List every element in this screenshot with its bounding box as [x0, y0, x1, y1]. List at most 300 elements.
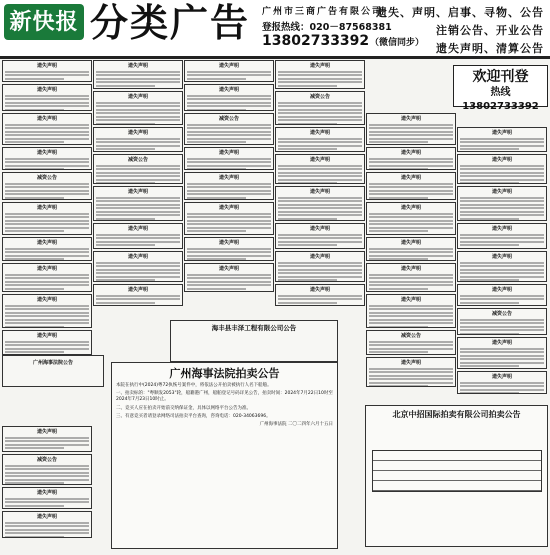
text-line	[5, 465, 89, 467]
notice-heading: 遗失声明	[400, 360, 421, 366]
text-line	[278, 71, 362, 73]
notice-text-lines	[278, 165, 362, 185]
text-line	[460, 234, 544, 236]
text-line	[187, 216, 271, 218]
text-line	[460, 207, 544, 209]
classified-notice	[93, 186, 183, 221]
text-line	[369, 378, 453, 380]
text-line	[187, 141, 246, 143]
court-notice-small	[2, 355, 104, 387]
page-footer	[0, 546, 550, 555]
text-line	[187, 277, 271, 279]
text-line	[460, 279, 519, 281]
classified-notice	[2, 113, 92, 145]
notice-heading: 遗失声明	[309, 254, 330, 260]
classified-notice	[2, 237, 92, 261]
text-line	[5, 440, 89, 442]
text-line	[369, 344, 453, 346]
classified-notice	[457, 251, 547, 282]
notice-heading: 遗失声明	[491, 189, 512, 195]
text-line	[369, 348, 453, 350]
text-line	[460, 326, 544, 328]
notice-heading: 遗失声明	[218, 63, 239, 69]
text-line	[460, 351, 544, 353]
text-line	[5, 183, 89, 185]
text-line	[5, 288, 64, 290]
notice-heading: 遗失声明	[218, 87, 239, 93]
table-row	[373, 471, 541, 481]
text-line	[369, 277, 453, 279]
notice-heading: 遗失声明	[491, 340, 512, 346]
text-line	[5, 536, 64, 538]
text-line	[96, 145, 180, 147]
notice-heading: 遗失声明	[36, 116, 57, 122]
text-line	[278, 109, 362, 111]
notice-heading: 遗失声明	[127, 254, 148, 260]
classified-notice	[2, 84, 92, 111]
text-line	[369, 322, 453, 324]
text-line	[369, 319, 453, 321]
classified-notice	[457, 308, 547, 335]
table-row	[373, 481, 541, 491]
text-line	[278, 237, 362, 239]
notice-text-lines	[369, 368, 453, 388]
text-line	[278, 214, 362, 216]
text-line	[96, 74, 180, 76]
text-line	[278, 175, 362, 177]
text-line	[187, 213, 271, 215]
text-line	[96, 298, 180, 300]
notice-heading: 遗失声明	[218, 150, 239, 156]
notice-heading: 遗失声明	[400, 175, 421, 181]
classified-notice	[275, 154, 365, 184]
court-paragraph: 一、拍卖标的："粤顺发2053"轮，船籍港广州，船舶登记号码详见公告，拍卖时间：2024年7月22日10时至2024年7月23日10时止。	[116, 391, 333, 403]
notice-text-lines	[5, 213, 89, 233]
text-line	[460, 237, 544, 239]
text-line	[5, 216, 89, 218]
text-line	[96, 241, 180, 243]
text-line	[187, 98, 271, 100]
text-line	[369, 216, 453, 218]
header-divider	[0, 56, 550, 58]
company-notice-title: 海丰县丰泽工程有限公司公告	[211, 324, 297, 332]
notice-heading: 遗失声明	[400, 205, 421, 211]
notice-text-lines	[96, 71, 180, 87]
text-line	[5, 312, 89, 314]
text-line	[96, 207, 180, 209]
text-line	[5, 193, 89, 195]
text-line	[278, 74, 362, 76]
text-line	[96, 272, 180, 274]
text-line	[187, 281, 271, 283]
text-line	[369, 341, 453, 343]
text-line	[96, 148, 155, 150]
text-line	[187, 251, 271, 253]
text-line	[369, 351, 428, 353]
classified-notice	[184, 263, 274, 292]
text-line	[187, 74, 271, 76]
text-line	[96, 168, 180, 170]
classified-notice	[2, 511, 92, 538]
auction-company-title: 北京中招国际拍卖有限公司拍卖公告	[392, 410, 521, 419]
text-line	[278, 279, 337, 281]
classified-notice	[2, 147, 92, 170]
text-line	[96, 200, 180, 202]
phone-note: （微信同步）	[370, 38, 425, 48]
notice-text-lines	[460, 234, 544, 247]
classified-notice	[184, 84, 274, 111]
classified-notice	[2, 454, 92, 485]
text-line	[278, 105, 362, 107]
notice-heading: 遗失声明	[36, 63, 57, 69]
notice-text-lines	[369, 213, 453, 233]
auction-table	[372, 450, 542, 492]
text-line	[369, 284, 453, 286]
court-paragraph: 二、竞买人应在拍卖开始前交纳保证金，具体以网络平台公告为准。	[116, 405, 251, 411]
notice-heading: 减资公告	[491, 311, 512, 317]
text-line	[5, 281, 89, 283]
text-line	[369, 165, 453, 167]
notice-heading: 遗失声明	[491, 287, 512, 293]
classified-notice	[2, 263, 92, 292]
text-line	[5, 468, 89, 470]
text-line	[278, 116, 362, 118]
notice-text-lines	[5, 305, 89, 328]
text-line	[96, 197, 180, 199]
classified-notice	[366, 237, 456, 261]
notice-text-lines	[5, 248, 89, 261]
text-line	[369, 197, 428, 199]
text-line	[460, 172, 544, 174]
text-line	[5, 351, 64, 353]
notice-heading: 减资公告	[36, 457, 57, 463]
text-line	[5, 168, 64, 170]
text-line	[369, 312, 453, 314]
text-line	[5, 308, 89, 310]
text-line	[5, 522, 89, 524]
welcome-hotline: 热线13802733392	[462, 87, 539, 112]
text-line	[187, 165, 271, 167]
text-line	[96, 214, 180, 216]
classified-notice	[366, 263, 456, 292]
text-line	[278, 241, 362, 243]
text-line	[369, 186, 453, 188]
text-line	[5, 127, 89, 129]
notice-text-lines	[278, 197, 362, 220]
text-line	[460, 138, 544, 140]
notice-heading: 遗失声明	[127, 287, 148, 293]
phone-label: 登报热线：020－87568381	[262, 22, 392, 33]
company-name: 广州市三商广告有限公司	[262, 7, 384, 17]
text-line	[460, 211, 544, 213]
notice-text-lines	[187, 248, 271, 261]
text-line	[5, 223, 89, 225]
text-line	[5, 482, 64, 484]
notice-heading: 遗失声明	[400, 150, 421, 156]
notice-heading: 遗失声明	[400, 266, 421, 272]
notice-text-lines	[96, 262, 180, 282]
classified-notice	[366, 172, 456, 200]
text-line	[187, 190, 271, 192]
text-line	[369, 193, 453, 195]
text-line	[369, 371, 453, 373]
text-line	[278, 145, 362, 147]
text-line	[5, 158, 89, 160]
notice-heading: 遗失声明	[36, 205, 57, 211]
text-line	[187, 102, 271, 104]
notice-heading: 遗失声明	[491, 130, 512, 136]
text-line	[5, 230, 64, 232]
text-line	[460, 355, 544, 357]
text-line	[369, 385, 428, 387]
text-line	[96, 141, 180, 143]
text-line	[278, 179, 362, 181]
text-line	[5, 341, 89, 343]
text-line	[187, 127, 271, 129]
text-line	[460, 365, 519, 367]
text-line	[460, 200, 544, 202]
text-line	[369, 288, 428, 290]
text-line	[369, 274, 453, 276]
text-line	[5, 472, 89, 474]
court-auction-body	[116, 383, 333, 428]
text-line	[278, 200, 362, 202]
classified-notice	[457, 154, 547, 184]
notice-text-lines	[460, 295, 544, 304]
text-line	[5, 498, 89, 500]
text-line	[5, 322, 89, 324]
text-line	[187, 248, 271, 250]
text-line	[460, 329, 544, 331]
classified-notice	[366, 330, 456, 355]
classified-notice	[275, 223, 365, 249]
text-line	[96, 234, 180, 236]
text-line	[187, 288, 246, 290]
category-line-1: 遗失、声明、启事、寻物、公告	[376, 6, 544, 19]
notice-heading: 遗失声明	[36, 87, 57, 93]
text-line	[369, 281, 453, 283]
notice-text-lines	[96, 234, 180, 247]
text-line	[5, 227, 89, 229]
text-line	[369, 168, 428, 170]
text-line	[369, 124, 453, 126]
classified-notice	[2, 426, 92, 452]
text-line	[187, 131, 271, 133]
text-line	[460, 362, 544, 364]
text-line	[5, 444, 89, 446]
text-line	[187, 255, 271, 257]
notice-text-lines	[278, 138, 362, 151]
text-line	[96, 102, 180, 104]
notice-heading: 遗失声明	[36, 266, 57, 272]
text-line	[369, 220, 453, 222]
text-line	[369, 131, 453, 133]
text-line	[460, 241, 544, 243]
text-line	[369, 158, 453, 160]
text-line	[5, 326, 64, 328]
notice-text-lines	[5, 95, 89, 111]
text-line	[96, 109, 180, 111]
text-line	[460, 333, 519, 335]
text-line	[96, 204, 180, 206]
text-line	[5, 186, 89, 188]
notice-text-lines	[5, 274, 89, 290]
text-line	[278, 211, 362, 213]
notice-heading: 遗失声明	[36, 333, 57, 339]
notice-text-lines	[369, 124, 453, 144]
classified-notice	[93, 251, 183, 282]
classified-notice	[457, 337, 547, 369]
text-line	[187, 168, 246, 170]
classified-notice	[275, 284, 365, 306]
text-line	[5, 437, 89, 439]
text-line	[96, 81, 180, 83]
auction-company-notice	[365, 405, 548, 547]
text-line	[278, 262, 362, 264]
notice-text-lines	[187, 71, 271, 80]
text-line	[460, 272, 544, 274]
text-line	[96, 218, 155, 220]
text-line	[5, 74, 89, 76]
notice-heading: 遗失声明	[127, 189, 148, 195]
text-line	[5, 78, 64, 80]
text-line	[369, 190, 453, 192]
text-line	[187, 220, 271, 222]
classified-notice	[93, 154, 183, 184]
text-line	[187, 124, 271, 126]
notice-text-lines	[369, 341, 453, 354]
text-line	[5, 251, 89, 253]
text-line	[278, 234, 362, 236]
text-line	[278, 85, 337, 87]
section-title: 分类广告	[90, 0, 251, 45]
text-line	[369, 134, 453, 136]
text-line	[96, 71, 180, 73]
classified-notice	[93, 60, 183, 89]
text-line	[278, 276, 362, 278]
text-line	[278, 295, 362, 297]
text-line	[5, 124, 89, 126]
notice-heading: 遗失声明	[36, 429, 57, 435]
text-line	[460, 392, 519, 394]
text-line	[369, 255, 453, 257]
classified-notice	[366, 294, 456, 328]
page-header	[0, 0, 550, 59]
text-line	[278, 197, 362, 199]
text-line	[187, 105, 271, 107]
notice-text-lines	[278, 102, 362, 125]
text-line	[96, 165, 180, 167]
court-auction-notice	[111, 362, 338, 549]
notice-text-lines	[278, 71, 362, 87]
classified-notice	[2, 60, 92, 82]
text-line	[96, 211, 180, 213]
notice-text-lines	[369, 158, 453, 171]
notice-text-lines	[187, 124, 271, 144]
text-line	[5, 197, 64, 199]
welcome-title: 欢迎刊登	[472, 69, 529, 85]
text-line	[278, 148, 337, 150]
text-line	[96, 105, 180, 107]
notice-text-lines	[96, 102, 180, 125]
notice-text-lines	[460, 382, 544, 395]
text-line	[369, 223, 453, 225]
notice-heading: 遗失声明	[491, 157, 512, 163]
classified-notice	[93, 223, 183, 249]
text-line	[278, 302, 337, 304]
text-line	[369, 141, 428, 143]
text-line	[5, 447, 64, 449]
notice-heading: 遗失声明	[127, 130, 148, 136]
text-line	[96, 172, 180, 174]
notice-text-lines	[460, 319, 544, 335]
text-line	[460, 319, 544, 321]
text-line	[5, 315, 89, 317]
text-line	[369, 248, 453, 250]
notice-text-lines	[460, 197, 544, 220]
notice-text-lines	[369, 248, 453, 261]
classified-notice	[457, 371, 547, 394]
text-line	[460, 322, 544, 324]
text-line	[278, 269, 362, 271]
classified-notice	[366, 113, 456, 145]
text-line	[278, 207, 362, 209]
classified-notice	[2, 172, 92, 200]
notice-heading: 遗失声明	[400, 116, 421, 122]
text-line	[5, 274, 89, 276]
text-line	[187, 193, 271, 195]
notice-heading: 遗失声明	[127, 63, 148, 69]
notice-heading: 遗失声明	[127, 94, 148, 100]
notice-text-lines	[5, 124, 89, 144]
notice-heading: 减资公告	[218, 116, 239, 122]
text-line	[187, 158, 271, 160]
text-line	[187, 186, 271, 188]
text-line	[278, 138, 362, 140]
text-line	[5, 71, 89, 73]
notice-text-lines	[369, 183, 453, 199]
text-line	[96, 279, 155, 281]
text-line	[369, 305, 453, 307]
notice-text-lines	[369, 274, 453, 290]
notice-text-lines	[460, 262, 544, 282]
text-line	[96, 119, 180, 121]
notice-heading: 遗失声明	[309, 130, 330, 136]
notice-heading: 减资公告	[309, 94, 330, 100]
text-line	[460, 141, 544, 143]
text-line	[96, 276, 180, 278]
text-line	[96, 302, 155, 304]
notice-text-lines	[5, 341, 89, 354]
text-line	[187, 138, 271, 140]
text-line	[5, 220, 89, 222]
text-line	[5, 344, 89, 346]
text-line	[187, 230, 246, 232]
text-line	[187, 71, 271, 73]
table-row	[373, 451, 541, 461]
text-line	[278, 204, 362, 206]
text-line	[460, 382, 544, 384]
text-line	[278, 218, 337, 220]
text-line	[460, 179, 544, 181]
text-line	[96, 244, 155, 246]
text-line	[369, 227, 453, 229]
text-line	[460, 165, 544, 167]
text-line	[369, 258, 428, 260]
text-line	[369, 183, 453, 185]
text-line	[187, 274, 271, 276]
text-line	[5, 505, 64, 507]
